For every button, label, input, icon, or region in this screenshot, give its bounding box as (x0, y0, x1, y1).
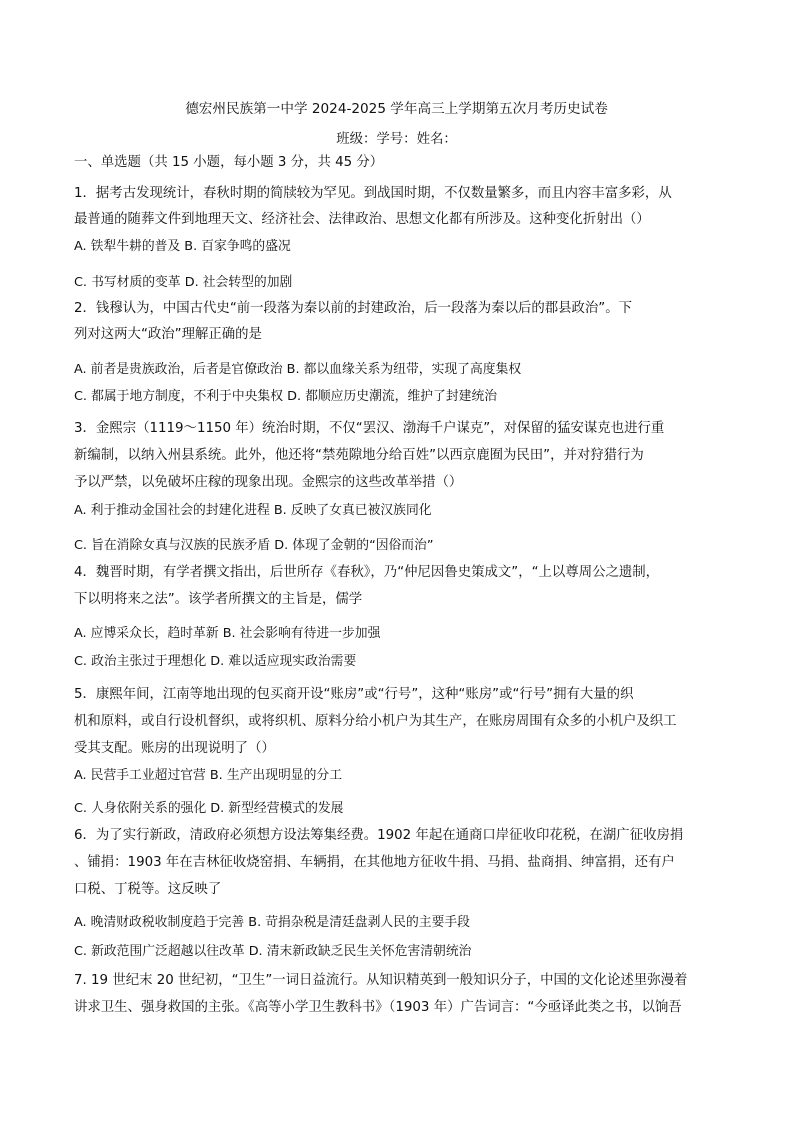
question-5-line-3: 受其支配。账房的出现说明了（） (74, 741, 275, 756)
question-7-line-2: 讲求卫生、强身救国的主张。《高等小学卫生教科书》（1903 年）广告词言：“今亟译此类之书，以饷吾 (74, 1000, 682, 1015)
question-2-line-2: 列对这两大“政治”理解正确的是 (74, 327, 262, 342)
question-5-line-1: 5．康熙年间，江南等地出现的包买商开设“账房”或“行号”，这种“账房”或“行号”拥有大量的织 (74, 687, 634, 702)
question-6-line-1: 6．为了实行新政，清政府必须想方设法筹集经费。1902 年起在通商口岸征收印花税，在湖广征收房捐 (74, 828, 684, 843)
question-4-line-2: 下以明将来之法”。该学者所撰文的主旨是，儒学 (74, 592, 363, 607)
question-3-line-1: 3．金熙宗（1119～1150 年）统治时期，不仅“罢汉、渤海千户谋克”，对保留的猛安谋克也进行重 (74, 421, 665, 436)
question-4-options-cd: C. 政治主张过于理想化 D. 难以适应现实政治需要 (74, 654, 357, 669)
exam-title: 德宏州民族第一中学 2024-2025 学年高三上学期第五次月考历史试卷 (185, 101, 608, 117)
question-3-options-cd: C. 旨在消除女真与汉族的民族矛盾 D. 体现了金朝的“因俗而治” (74, 538, 434, 553)
question-2-options-cd: C. 都属于地方制度，不利于中央集权 D. 都顺应历史潮流，维护了封建统治 (74, 389, 498, 404)
question-5-line-2: 机和原料，或自行设机督织，或将织机、原料分给小机户为其生产，在账房周围有众多的小机户及织工 (74, 714, 677, 729)
question-1-line-1: 1．据考古发现统计，春秋时期的简牍较为罕见。到战国时期，不仅数量繁多，而且内容丰富多彩，从 (74, 186, 672, 201)
question-3-line-2: 新编制，以纳入州县系统。此外，他还将“禁苑隙地分给百姓”以西京鹿囿为民田”，并对狩猎行为 (74, 448, 644, 463)
question-2-options-ab: A. 前者是贵族政治，后者是官僚政治 B. 都以血缘关系为纽带，实现了高度集权 (74, 362, 522, 377)
section-heading: 一、单选题（共 15 小题，每小题 3 分，共 45 分） (74, 155, 384, 170)
question-1-options-ab: A. 铁犁牛耕的普及 B. 百家争鸣的盛况 (74, 239, 291, 254)
student-info-line: 班级：学号：姓名： (336, 132, 457, 147)
question-6-line-2: 、铺捐：1903 年在吉林征收烧窑捐、车辆捐，在其他地方征收牛捐、马捐、盐商捐、绅富捐，还有户 (74, 855, 675, 870)
question-5-options-ab: A. 民营手工业超过官营 B. 生产出现明显的分工 (74, 768, 342, 783)
question-6-options-cd: C. 新政范围广泛超越以往改革 D. 清末新政缺乏民生关怀危害清朝统治 (74, 944, 472, 959)
question-1-options-cd: C. 书写材质的变革 D. 社会转型的加剧 (74, 275, 293, 290)
question-3-line-3: 予以严禁，以免破坏庄稼的现象出现。金熙宗的这些改革举措（） (74, 475, 463, 490)
question-4-options-ab: A. 应博采众长，趋时革新 B. 社会影响有待进一步加强 (74, 626, 381, 641)
question-3-options-ab: A. 利于推动金国社会的封建化进程 B. 反映了女真已被汉族同化 (74, 503, 432, 518)
question-2-line-1: 2．钱穆认为，中国古代史“前一段落为秦以前的封建政治，后一段落为秦以后的郡县政治”。下 (74, 301, 633, 316)
question-5-options-cd: C. 人身依附关系的强化 D. 新型经营模式的发展 (74, 801, 344, 816)
question-1-line-2: 最普通的随葬文件到地理天文、经济社会、法律政治、思想文化都有所涉及。这种变化折射出（） (74, 212, 650, 227)
question-7-line-1: 7. 19 世纪末 20 世纪初，“卫生”一词日益流行。从知识精英到一般知识分子，中国的文化论述里弥漫着 (74, 973, 688, 988)
question-4-line-1: 4．魏晋时期，有学者撰文指出，后世所存《春秋》，乃“仲尼因鲁史策成文”，“上以尊周公之遗制， (74, 565, 660, 580)
question-6-options-ab: A. 晚清财政税收制度趋于完善 B. 苛捐杂税是清廷盘剥人民的主要手段 (74, 915, 470, 930)
question-6-line-3: 口税、丁税等。这反映了 (74, 882, 222, 897)
